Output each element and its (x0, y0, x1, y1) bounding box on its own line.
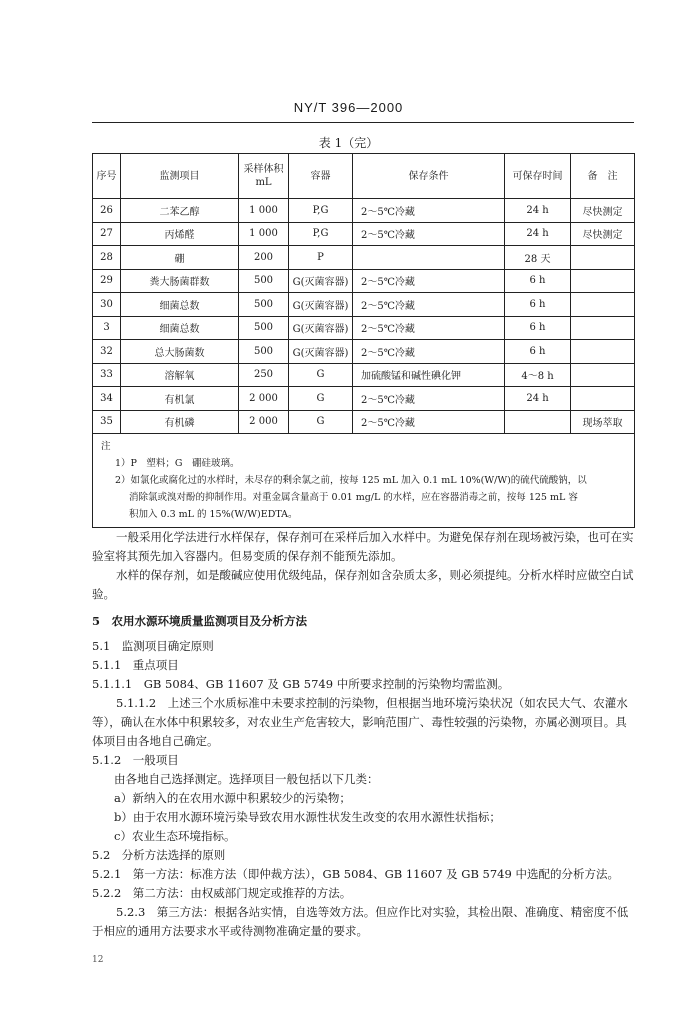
table-notes (93, 434, 635, 528)
section-line: 5.2.2 第二方法：由权威部门规定或推荐的方法。 (92, 886, 352, 900)
section-line: 由各地自己选择测定。选择项目一般包括以下几类： (114, 772, 379, 786)
table-row (93, 363, 635, 387)
table-row (93, 316, 635, 340)
cell-item: 有机磷 (121, 410, 239, 434)
note-line: 2）如氯化或腐化过的水样时，未尽存的剩余氯之前，按每 125 mL 加入 0.1 mL 10%(W/W)的硫代硫酸钠，以 (115, 475, 587, 486)
cell-container: G (289, 363, 353, 387)
table-row (93, 269, 635, 293)
cell-index: 33 (93, 363, 121, 387)
cell-condition (353, 246, 505, 270)
cell-time (505, 410, 571, 434)
section-5-body (92, 637, 634, 941)
cell-time: 6 h (505, 293, 571, 317)
cell-index: 26 (93, 199, 121, 223)
col-header-remark: 备 注 (571, 154, 635, 199)
cell-remark (571, 340, 635, 364)
cell-volume: 200 (239, 246, 289, 270)
note-line: 积加入 0.3 mL 的 15%(W/W)EDTA。 (129, 509, 298, 520)
cell-index: 29 (93, 269, 121, 293)
cell-index: 27 (93, 222, 121, 246)
cell-condition: 2～5℃冷藏 (353, 340, 505, 364)
cell-volume: 1 000 (239, 222, 289, 246)
col-header-index: 序号 (93, 154, 121, 199)
cell-time: 6 h (505, 269, 571, 293)
cell-index: 3 (93, 316, 121, 340)
cell-volume: 500 (239, 293, 289, 317)
cell-remark (571, 363, 635, 387)
cell-remark (571, 316, 635, 340)
cell-time: 6 h (505, 316, 571, 340)
cell-remark (571, 246, 635, 270)
paragraph: 水样的保存剂，如是酸碱应使用优级纯品，保存剂如含杂质太多，则必须提纯。分析水样时应做空白试验。 (92, 568, 634, 601)
col-header-item: 监测项目 (121, 154, 239, 199)
section-line: 5.1.2 一般项目 (92, 753, 179, 767)
cell-index: 35 (93, 410, 121, 434)
cell-time: 24 h (505, 222, 571, 246)
cell-container: G(灭菌容器) (289, 269, 353, 293)
cell-remark (571, 293, 635, 317)
cell-time: 6 h (505, 340, 571, 364)
section-line: c）农业生态环境指标。 (114, 829, 236, 843)
cell-item: 丙烯醛 (121, 222, 239, 246)
preservation-paragraphs (92, 528, 634, 604)
cell-condition: 加硫酸锰和碱性碘化钾 (353, 363, 505, 387)
cell-volume: 2 000 (239, 410, 289, 434)
page-number: 12 (92, 955, 104, 965)
cell-volume: 500 (239, 316, 289, 340)
table-notes-row (93, 434, 635, 528)
table-row (93, 199, 635, 223)
cell-index: 32 (93, 340, 121, 364)
table-row (93, 410, 635, 434)
col-header-time: 可保存时间 (505, 154, 571, 199)
section-line: 5.1.1.1 GB 5084、GB 11607 及 GB 5749 中所要求控制的污染物均需监测。 (92, 677, 510, 691)
cell-container: G(灭菌容器) (289, 340, 353, 364)
section-5 (92, 612, 634, 941)
cell-item: 总大肠菌数 (121, 340, 239, 364)
cell-container: P (289, 246, 353, 270)
cell-condition: 2～5℃冷藏 (353, 222, 505, 246)
cell-volume: 2 000 (239, 387, 289, 411)
cell-volume: 500 (239, 269, 289, 293)
cell-condition: 2～5℃冷藏 (353, 269, 505, 293)
note-line: 消除氯或溴对酚的抑制作用。对重金属含量高于 0.01 mg/L 的水样，应在容器消毒之前，按每 125 mL 容 (129, 492, 578, 503)
section-line: 5.2.1 第一方法：标准方法（即仲裁方法），GB 5084、GB 11607 及 GB 5749 中选配的分析方法。 (92, 867, 619, 881)
table-row (93, 340, 635, 364)
table-title: 表 1（完） (318, 136, 379, 150)
cell-index: 34 (93, 387, 121, 411)
sampling-table (92, 153, 635, 528)
cell-container: P,G (289, 222, 353, 246)
cell-condition: 2～5℃冷藏 (353, 293, 505, 317)
col-header-condition: 保存条件 (353, 154, 505, 199)
cell-time: 24 h (505, 199, 571, 223)
section-title: 5 农用水源环境质量监测项目及分析方法 (92, 614, 307, 628)
table-row (93, 387, 635, 411)
note-line: 1）P 塑料；G 硼硅玻璃。 (115, 458, 240, 469)
header-rule (92, 122, 634, 123)
note-line: 注 (101, 441, 111, 452)
cell-container: G(灭菌容器) (289, 316, 353, 340)
cell-item: 溶解氧 (121, 363, 239, 387)
table-row (93, 293, 635, 317)
cell-time: 24 h (505, 387, 571, 411)
paragraph: 一般采用化学法进行水样保存，保存剂可在采样后加入水样中。为避免保存剂在现场被污染，也可在实验室将其预先加入容器内。但易变质的保存剂不能预先添加。 (92, 530, 634, 563)
cell-index: 28 (93, 246, 121, 270)
cell-container: G (289, 387, 353, 411)
section-line: 5.1.1 重点项目 (92, 658, 179, 672)
section-line: 5.1 监测项目确定原则 (92, 639, 214, 653)
cell-container: G (289, 410, 353, 434)
cell-remark (571, 387, 635, 411)
cell-time: 28 天 (505, 246, 571, 270)
cell-time: 4～8 h (505, 363, 571, 387)
cell-item: 有机氯 (121, 387, 239, 411)
cell-volume: 250 (239, 363, 289, 387)
table-row (93, 222, 635, 246)
cell-item: 粪大肠菌群数 (121, 269, 239, 293)
cell-remark: 尽快测定 (571, 222, 635, 246)
cell-item: 细菌总数 (121, 293, 239, 317)
cell-item: 二苯乙醇 (121, 199, 239, 223)
col-header-container: 容器 (289, 154, 353, 199)
cell-index: 30 (93, 293, 121, 317)
section-line: 5.1.1.2 上述三个水质标准中未要求控制的污染物，但根据当地环境污染状况（如农民大气、农灌水等），确认在水体中积累较多，对农业生产危害较大，影响范围广、毒性较强的污染物，亦属必测项目。具体项目由各地自己确定。 (92, 696, 628, 748)
cell-volume: 500 (239, 340, 289, 364)
section-line: 5.2.3 第三方法：根据各站实情，自选等效方法。但应作比对实验，其检出限、准确度、精密度不低于相应的通用方法要求水平或待测物准确定量的要求。 (92, 905, 629, 938)
cell-condition: 2～5℃冷藏 (353, 199, 505, 223)
cell-container: G(灭菌容器) (289, 293, 353, 317)
cell-remark: 尽快测定 (571, 199, 635, 223)
cell-condition: 2～5℃冷藏 (353, 387, 505, 411)
cell-condition: 2～5℃冷藏 (353, 316, 505, 340)
section-line: b）由于农用水源环境污染导致农用水源性状发生改变的农用水源性状指标； (114, 810, 501, 824)
table-header-row (93, 154, 635, 199)
section-line: a）新纳入的在农用水源中积累较少的污染物； (114, 791, 351, 805)
cell-item: 细菌总数 (121, 316, 239, 340)
section-line: 5.2 分析方法选择的原则 (92, 848, 226, 862)
col-header-volume: 采样体积 mL (239, 154, 289, 199)
cell-remark (571, 269, 635, 293)
cell-condition: 2～5℃冷藏 (353, 410, 505, 434)
cell-container: P,G (289, 199, 353, 223)
cell-item: 硼 (121, 246, 239, 270)
table-row (93, 246, 635, 270)
page-header: NY/T 396—2000 (293, 100, 404, 115)
cell-remark: 现场萃取 (571, 410, 635, 434)
cell-volume: 1 000 (239, 199, 289, 223)
